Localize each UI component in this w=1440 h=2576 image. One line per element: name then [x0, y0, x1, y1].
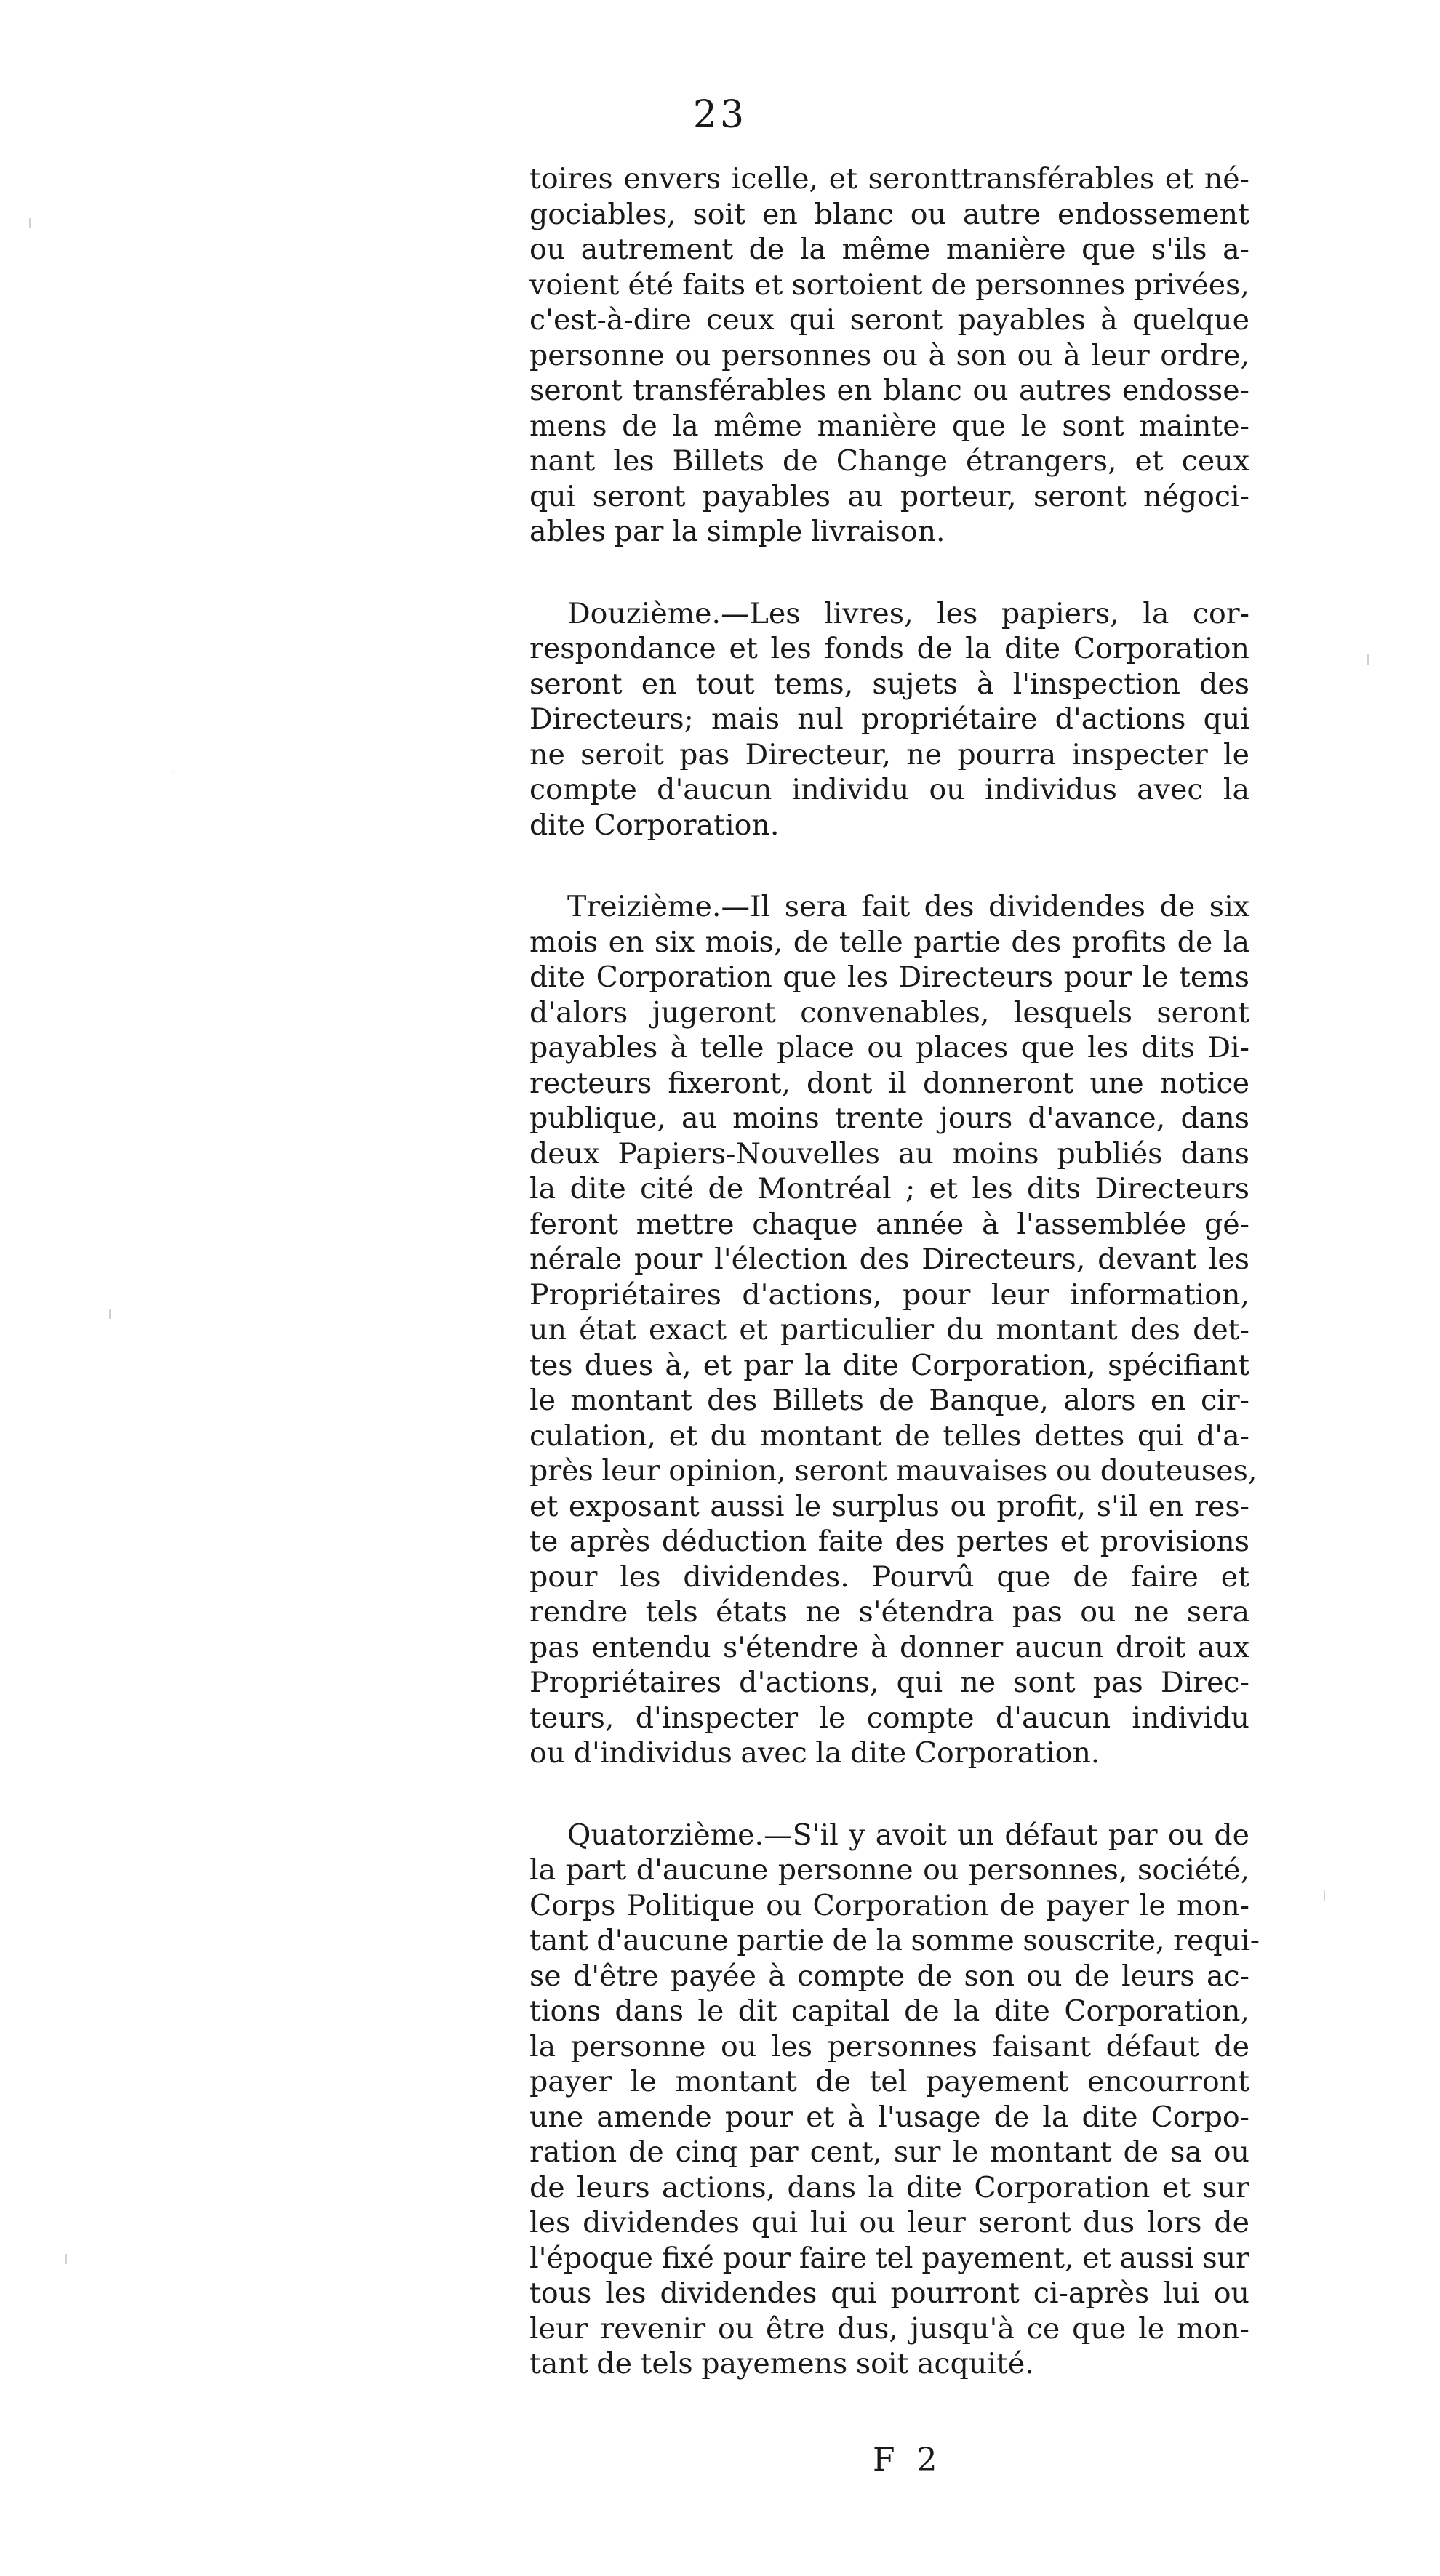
text-line: tant d'aucune partie de la somme souscrite, requi-	[529, 1924, 1260, 1957]
text-line: personne ou personnes ou à son ou à leur ordre,	[529, 338, 1249, 372]
text-line: nant les Billets de Change étrangers, et ceux	[529, 444, 1249, 478]
scan-speck	[1367, 654, 1369, 665]
text-line: un état exact et particulier du montant des det-	[529, 1313, 1249, 1347]
text-line: seront transférables en blanc ou autres endosse-	[529, 374, 1249, 407]
text-line: recteurs fixeront, dont il donneront une notice	[529, 1066, 1249, 1100]
text-line: mois en six mois, de telle partie des profits de la	[529, 925, 1249, 959]
text-line: tant de tels payemens soit acquité.	[529, 2347, 1034, 2380]
text-line: payer le montant de tel payement encourront	[529, 2065, 1249, 2098]
text-line: mens de la même manière que le sont mainte-	[529, 409, 1249, 443]
paragraph-gap	[529, 1771, 1249, 1818]
text-line: gociables, soit en blanc ou autre endossement	[529, 197, 1249, 231]
text-line: toires envers icelle, et seronttransférables et né-	[529, 162, 1249, 196]
text-line: tions dans le dit capital de la dite Corporation,	[529, 1994, 1249, 2028]
text-line: deux Papiers-Nouvelles au moins publiés dans	[529, 1136, 1249, 1171]
page-number: 23	[692, 93, 748, 137]
paragraph-gap	[529, 843, 1249, 889]
paragraph-treizieme	[529, 889, 1257, 1771]
text-line: d'alors jugeront convenables, lesquels seront	[529, 995, 1249, 1030]
paragraph-douzieme	[529, 596, 1249, 843]
scan-speck	[29, 218, 31, 228]
text-line: la personne ou les personnes faisant défaut de	[529, 2029, 1249, 2063]
text-line: Propriétaires d'actions, pour leur information,	[529, 1277, 1249, 1312]
text-line: Quatorzième.—S'il y avoit un défaut par ou de	[567, 1818, 1249, 1852]
paragraph-continuation	[529, 161, 1249, 550]
text-line: te après déduction faite des pertes et provisions	[529, 1525, 1249, 1558]
paragraph-quatorzieme	[529, 1818, 1260, 2382]
text-line: Treizième.—Il sera fait des dividendes de six	[567, 890, 1249, 923]
text-line: rendre tels états ne s'étendra pas ou ne sera	[529, 1595, 1249, 1629]
text-line: la part d'aucune personne ou personnes, société,	[529, 1853, 1249, 1887]
text-line: ration de cinq par cent, sur le montant de sa ou	[529, 2135, 1249, 2169]
text-line: Directeurs; mais nul propriétaire d'actions qui	[529, 702, 1249, 736]
text-line: culation, et du montant de telles dettes qui d'a-	[529, 1419, 1249, 1453]
text-line: nérale pour l'élection des Directeurs, devant les	[529, 1243, 1249, 1276]
text-line: Propriétaires d'actions, qui ne sont pas Direc-	[529, 1666, 1249, 1699]
text-line: ou d'individus avec la dite Corporation.	[529, 1736, 1100, 1770]
text-line: compte d'aucun individu ou individus avec la	[529, 773, 1249, 806]
text-line: c'est-à-dire ceux qui seront payables à quelque	[529, 303, 1249, 337]
text-line: Douzième.—Les livres, les papiers, la cor-	[567, 596, 1249, 630]
text-line: voient été faits et sortoient de personnes privées,	[529, 268, 1249, 302]
text-line: la dite cité de Montréal ; et les dits Directeurs	[529, 1172, 1249, 1205]
text-line: feront mettre chaque année à l'assemblée gé-	[529, 1207, 1249, 1241]
scan-speck	[65, 2254, 67, 2264]
text-line: dite Corporation.	[529, 808, 780, 842]
text-line: seront en tout tems, sujets à l'inspection des	[529, 667, 1249, 701]
text-line: Corps Politique ou Corporation de payer le mon-	[529, 1888, 1249, 1922]
signature-mark: F 2	[873, 2441, 943, 2479]
scan-speck	[109, 1309, 111, 1319]
text-line: ou autrement de la même manière que s'ils a-	[529, 233, 1249, 266]
text-line: teurs, d'inspecter le compte d'aucun individu	[529, 1701, 1249, 1735]
text-line: dite Corporation que les Directeurs pour le tems	[529, 960, 1249, 994]
text-line: pas entendu s'étendre à donner aucun droit aux	[529, 1630, 1249, 1664]
text-line: tes dues à, et par la dite Corporation, spécifiant	[529, 1348, 1249, 1382]
scan-speck	[1324, 1890, 1325, 1901]
text-line: ables par la simple livraison.	[529, 515, 945, 548]
body-text	[529, 161, 1260, 2382]
text-line: leur revenir ou être dus, jusqu'à ce que le mon-	[529, 2311, 1249, 2346]
text-line: les dividendes qui lui ou leur seront dus lors de	[529, 2206, 1249, 2239]
text-line: une amende pour et à l'usage de la dite Corpo-	[529, 2100, 1249, 2134]
text-line: et exposant aussi le surplus ou profit, s'il en res-	[529, 1489, 1249, 1523]
text-line: tous les dividendes qui pourront ci-après lui ou	[529, 2276, 1249, 2310]
text-line: publique, au moins trente jours d'avance, dans	[529, 1102, 1249, 1135]
text-line: payables à telle place ou places que les dits Di-	[529, 1031, 1249, 1064]
text-line: ne seroit pas Directeur, ne pourra inspecter le	[529, 737, 1249, 771]
text-line: se d'être payée à compte de son ou de leurs ac-	[529, 1959, 1249, 1993]
text-line: le montant des Billets de Banque, alors en cir-	[529, 1384, 1249, 1417]
text-line: pour les dividendes. Pourvû que de faire et	[529, 1560, 1249, 1594]
text-line: près leur opinion, seront mauvaises ou douteuses,	[529, 1454, 1257, 1488]
text-line: l'époque fixé pour faire tel payement, et aussi sur	[529, 2241, 1249, 2275]
text-line: de leurs actions, dans la dite Corporation et sur	[529, 2170, 1249, 2204]
text-line: respondance et les fonds de la dite Corporation	[529, 632, 1249, 665]
paragraph-gap	[529, 550, 1249, 596]
text-line: qui seront payables au porteur, seront négoci-	[529, 479, 1249, 513]
